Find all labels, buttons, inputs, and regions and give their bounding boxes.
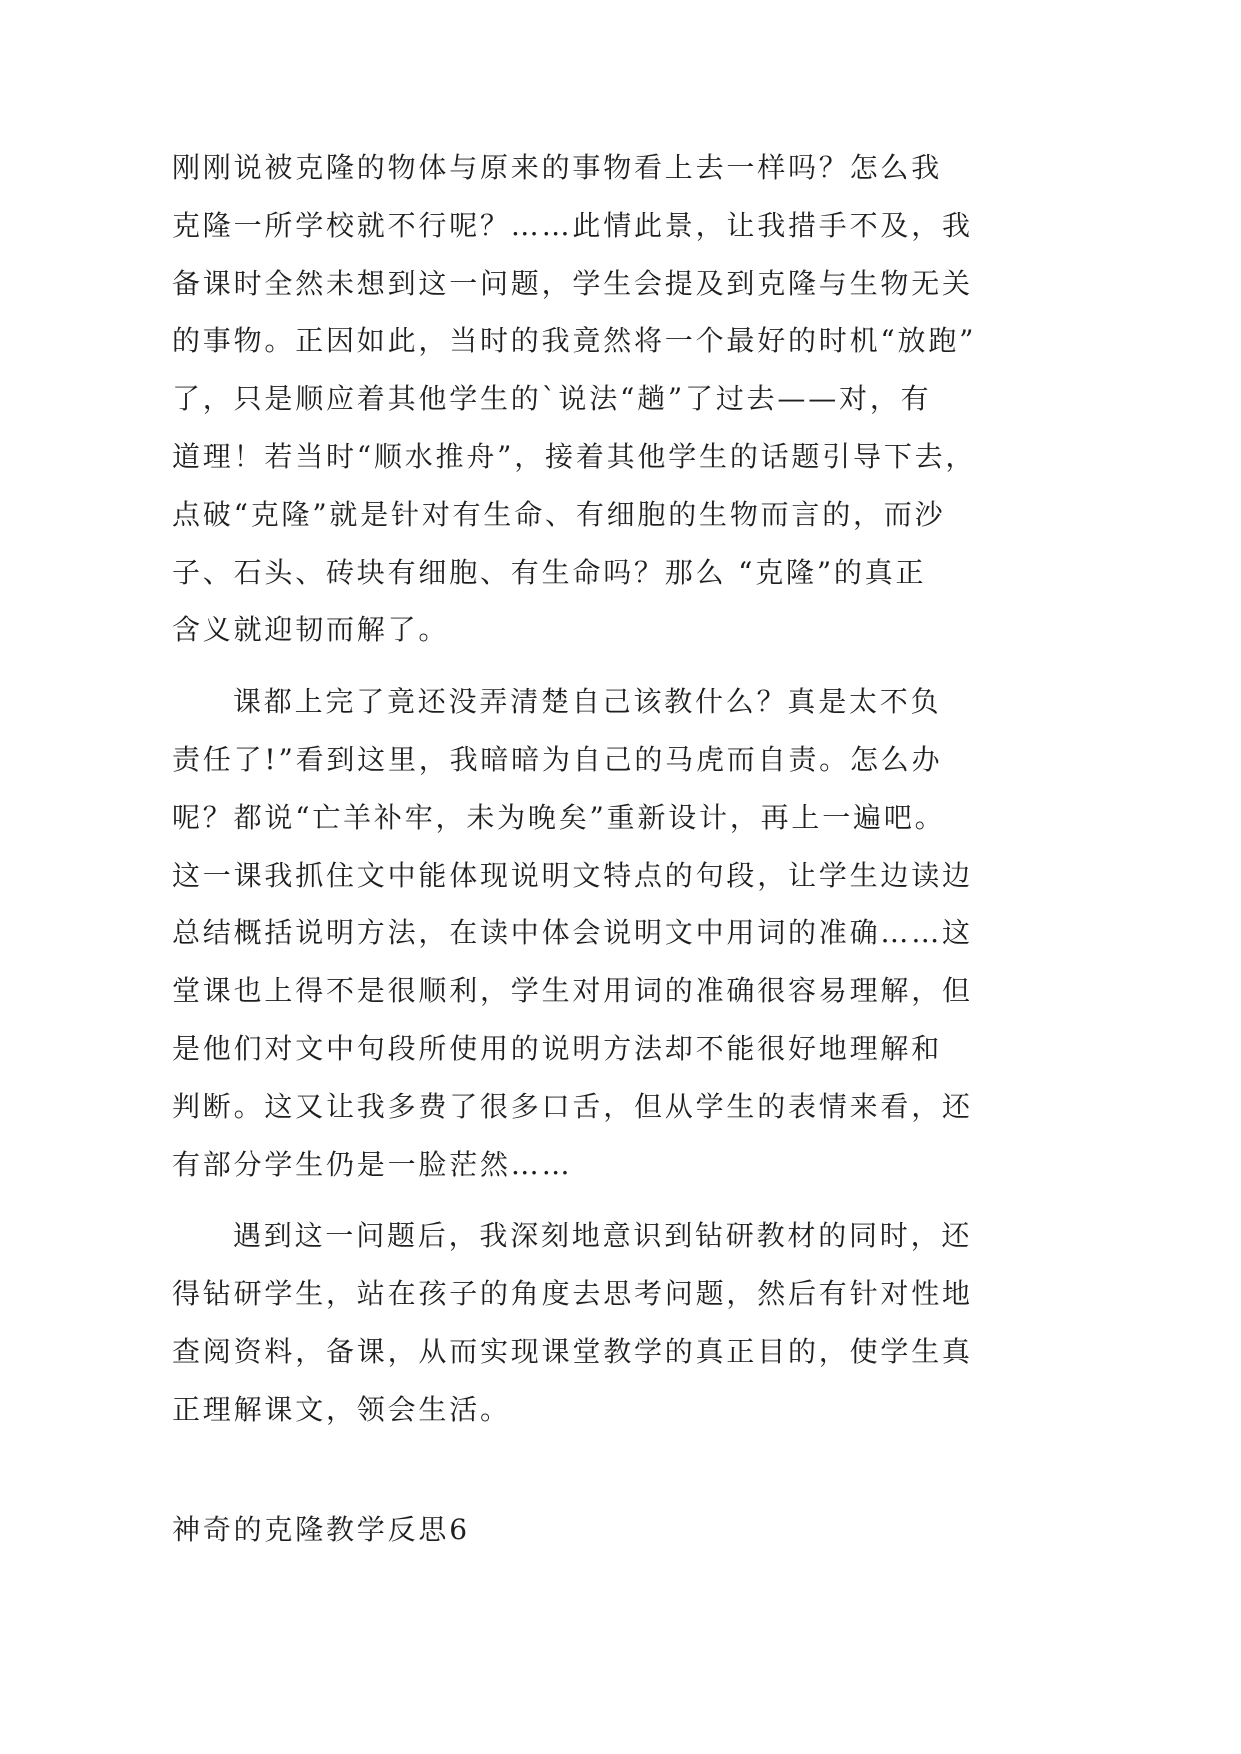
- text-line: 这一课我抓住文中能体现说明文特点的句段，让学生边读边: [172, 858, 973, 892]
- text-line: 道理！若当时“顺水推舟”，接着其他学生的话题引导下去，: [172, 439, 977, 473]
- document-body: [172, 139, 1072, 1558]
- text-line: 有部分学生仍是一脸茫然……: [172, 1147, 573, 1181]
- text-line: 备课时全然未想到这一问题，学生会提及到克隆与生物无关: [172, 266, 973, 300]
- paragraph: [172, 1207, 1072, 1438]
- text-line: 得钻研学生，站在孩子的角度去思考问题，然后有针对性地: [172, 1277, 973, 1311]
- text-line: 查阅资料，备课，从而实现课堂教学的真正目的，使学生真: [172, 1334, 973, 1368]
- text-line: 判断。这又让我多费了很多口舌，但从学生的表情来看，还: [172, 1089, 973, 1123]
- text-line: 克隆一所学校就不行呢？……此情此景，让我措手不及，我: [172, 208, 973, 242]
- text-line: 正理解课文，领会生活。: [172, 1392, 511, 1426]
- text-line: 总结概括说明方法，在读中体会说明文中用词的准确……这: [172, 916, 973, 950]
- paragraph: [172, 673, 1072, 1193]
- text-line: 的事物。正因如此，当时的我竟然将一个最好的时机“放跑”: [172, 324, 977, 358]
- text-line: 是他们对文中句段所使用的说明方法却不能很好地理解和: [172, 1031, 943, 1065]
- text-line: 刚刚说被克隆的物体与原来的事物看上去一样吗？怎么我: [172, 151, 943, 184]
- text-line: 子、石头、砖块有细胞、有生命吗？那么 “克隆”的真正: [172, 555, 927, 589]
- text-line: 堂课也上得不是很顺利，学生对用词的准确很容易理解，但: [172, 974, 973, 1008]
- text-line: 课都上完了竟还没弄清楚自己该教什么？真是太不负: [233, 685, 942, 719]
- text-line: 责任了!”看到这里，我暗暗为自己的马虎而自责。怎么办: [172, 742, 943, 776]
- section-heading: 神奇的克隆教学反思6: [172, 1512, 470, 1546]
- text-line: 呢？都说“亡羊补牢，未为晚矣”重新设计，再上一遍吧。: [172, 800, 946, 834]
- paragraph: [172, 139, 1072, 659]
- text-line: 了，只是顺应着其他学生的`说法“趟”了过去——对，有: [172, 382, 932, 416]
- text-line: 点破“克隆”就是针对有生命、有细胞的生物而言的，而沙: [172, 497, 946, 531]
- text-line: 含义就迎韧而解了。: [172, 613, 450, 647]
- text-line: 遇到这一问题后，我深刻地意识到钻研教材的同时，还: [233, 1219, 973, 1253]
